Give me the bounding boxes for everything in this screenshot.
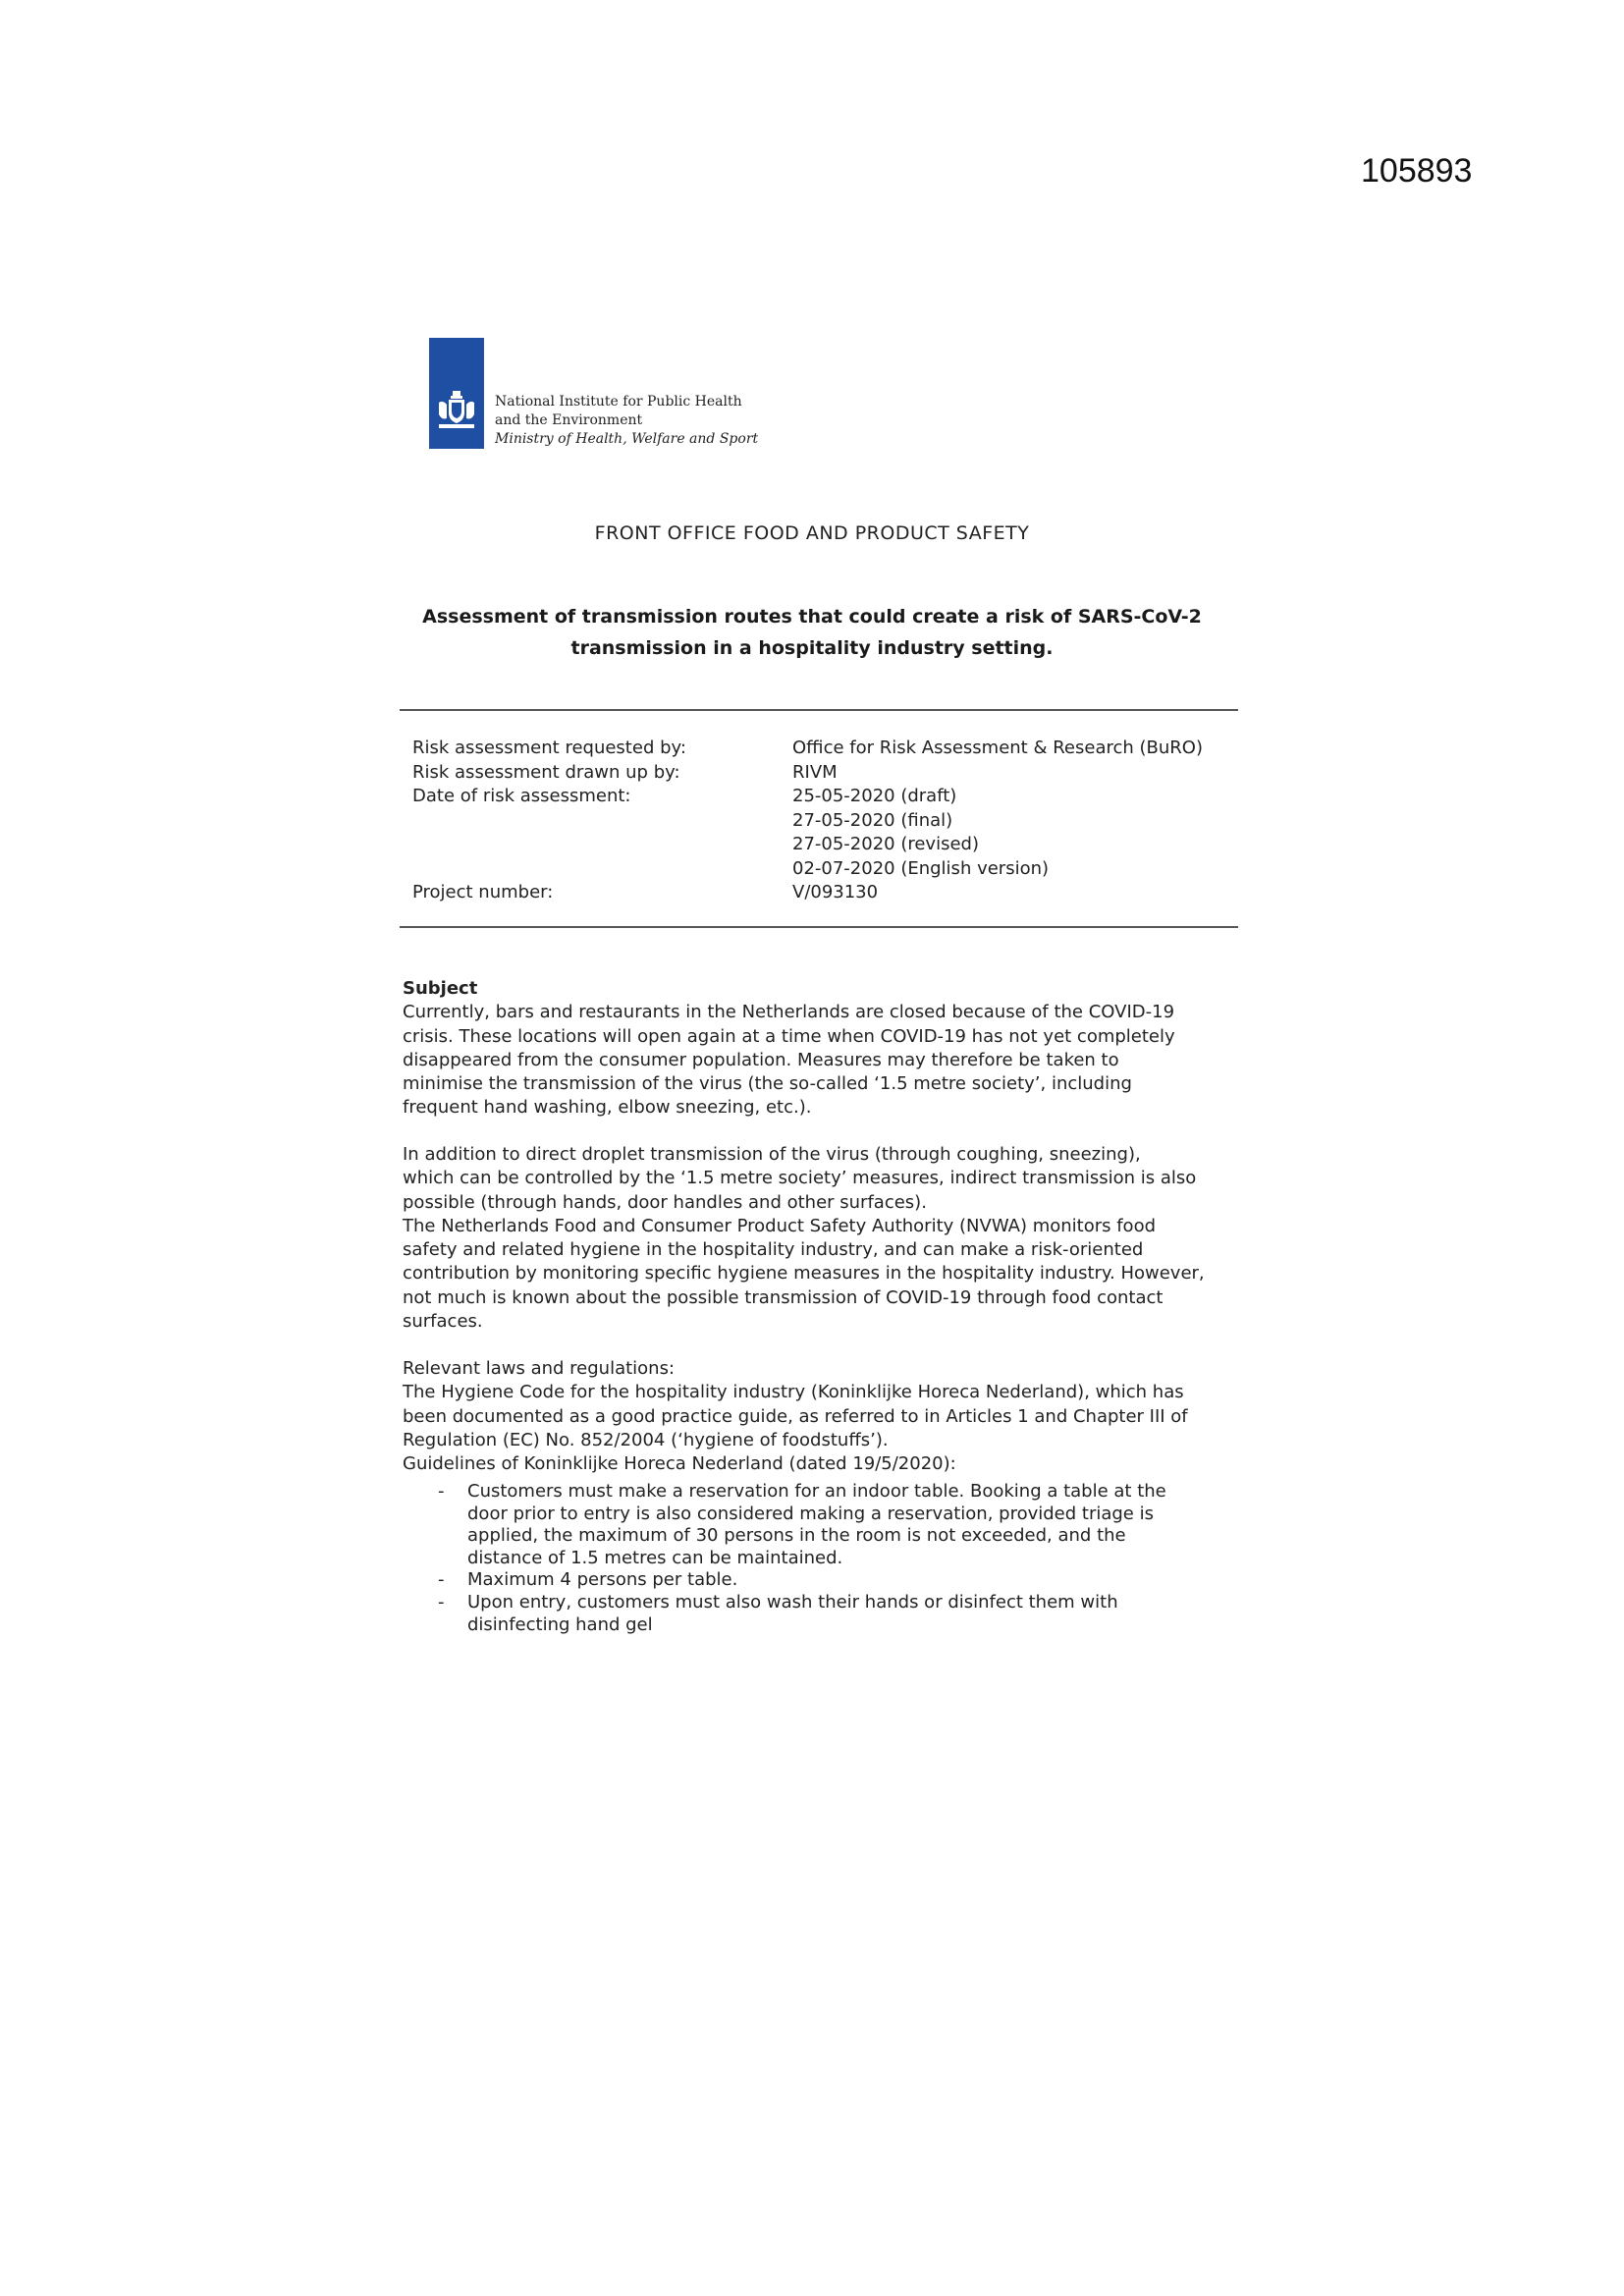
para1-line: crisis. These locations will open again at a time when COVID-19 has not yet completely bbox=[403, 1025, 1175, 1047]
bullet-item-3 bbox=[438, 1592, 1223, 1637]
para1-line: minimise the transmission of the virus (the so-called ‘1.5 metre society’, including bbox=[403, 1073, 1132, 1095]
project-value: V/093130 bbox=[792, 882, 879, 902]
para2-line: The Netherlands Food and Consumer Product Safety Authority (NVWA) monitors food bbox=[403, 1215, 1157, 1236]
para2-line: surfaces. bbox=[403, 1311, 483, 1333]
bullet-line: Maximum 4 persons per table. bbox=[467, 1569, 738, 1591]
bullet-line: distance of 1.5 metres can be maintained. bbox=[467, 1547, 843, 1568]
date-value-2: 27-05-2020 (final) bbox=[792, 809, 953, 831]
bullet-dash: - bbox=[438, 1569, 445, 1591]
para2-line: contribution by monitoring specific hygiene measures in the hospitality industry. However, bbox=[403, 1263, 1205, 1285]
bullet-dash: - bbox=[438, 1481, 445, 1502]
paragraph-2 bbox=[403, 1143, 1242, 1334]
bullet-dash: - bbox=[438, 1592, 445, 1613]
bullet-item-2 bbox=[438, 1569, 1223, 1592]
bullet-line: Customers must make a reservation for an indoor table. Booking a table at the bbox=[467, 1481, 1166, 1502]
document-title bbox=[0, 601, 1624, 664]
title-line-2: transmission in a hospitality industry setting. bbox=[570, 637, 1054, 659]
para3-line: The Hygiene Code for the hospitality industry (Koninklijke Horeca Nederland), which has bbox=[403, 1382, 1184, 1403]
para1-line: disappeared from the consumer population. Measures may therefore be taken to bbox=[403, 1049, 1119, 1070]
logo-line-2: and the Environment bbox=[495, 412, 643, 428]
para2-line: which can be controlled by the ‘1.5 metre society’ measures, indirect transmission is also bbox=[403, 1168, 1197, 1189]
drawn-up-by-value: RIVM bbox=[792, 761, 838, 783]
title-line-1: Assessment of transmission routes that could create a risk of SARS-CoV-2 bbox=[422, 606, 1202, 628]
project-label: Project number: bbox=[412, 882, 554, 902]
divider-bottom bbox=[400, 926, 1238, 928]
para3-line: been documented as a good practice guide, as referred to in Articles 1 and Chapter III of bbox=[403, 1405, 1188, 1427]
para1-line: frequent hand washing, elbow sneezing, etc.). bbox=[403, 1097, 812, 1119]
date-value-3: 27-05-2020 (revised) bbox=[792, 834, 979, 854]
bullet-line: applied, the maximum of 30 persons in the room is not exceeded, and the bbox=[467, 1525, 1126, 1547]
date-label: Date of risk assessment: bbox=[412, 786, 631, 806]
para1-line: Currently, bars and restaurants in the Netherlands are closed because of the COVID-19 bbox=[403, 1002, 1175, 1023]
rivm-logo bbox=[429, 338, 484, 449]
bullet-line: Upon entry, customers must also wash their hands or disinfect them with bbox=[467, 1592, 1118, 1613]
para2-line: not much is known about the possible transmission of COVID-19 through food contact bbox=[403, 1286, 1164, 1308]
requested-by-label: Risk assessment requested by: bbox=[412, 738, 686, 758]
date-value-4: 02-07-2020 (English version) bbox=[792, 857, 1050, 879]
logo-line-1: National Institute for Public Health bbox=[495, 394, 742, 410]
para2-line: In addition to direct droplet transmission of the virus (through coughing, sneezing), bbox=[403, 1144, 1141, 1165]
drawn-up-by-label: Risk assessment drawn up by: bbox=[412, 761, 680, 783]
requested-by-value: Office for Risk Assessment & Research (BuRO) bbox=[792, 738, 1203, 758]
subject-heading: Subject bbox=[403, 978, 478, 999]
document-number: 105893 bbox=[1361, 152, 1473, 190]
divider-top bbox=[400, 709, 1238, 711]
subject-section bbox=[403, 977, 1242, 1121]
para2-line: safety and related hygiene in the hospitality industry, and can make a risk-oriented bbox=[403, 1239, 1144, 1261]
para3-line: Relevant laws and regulations: bbox=[403, 1358, 676, 1379]
para2-line: possible (through hands, door handles and other surfaces). bbox=[403, 1191, 927, 1213]
bullet-line: disinfecting hand gel bbox=[467, 1613, 653, 1635]
logo-text bbox=[495, 393, 758, 449]
office-heading: FRONT OFFICE FOOD AND PRODUCT SAFETY bbox=[594, 522, 1030, 544]
para3-line: Guidelines of Koninklijke Horeca Nederland (dated 19/5/2020): bbox=[403, 1453, 956, 1475]
bullet-item-1 bbox=[438, 1481, 1223, 1569]
para3-line: Regulation (EC) No. 852/2004 (‘hygiene of foodstuffs’). bbox=[403, 1429, 889, 1450]
date-value-1: 25-05-2020 (draft) bbox=[792, 786, 957, 806]
bullet-line: door prior to entry is also considered making a reservation, provided triage is bbox=[467, 1503, 1154, 1524]
logo-line-3: Ministry of Health, Welfare and Sport bbox=[495, 431, 759, 447]
coat-of-arms-icon bbox=[435, 389, 478, 432]
paragraph-3 bbox=[403, 1357, 1242, 1476]
